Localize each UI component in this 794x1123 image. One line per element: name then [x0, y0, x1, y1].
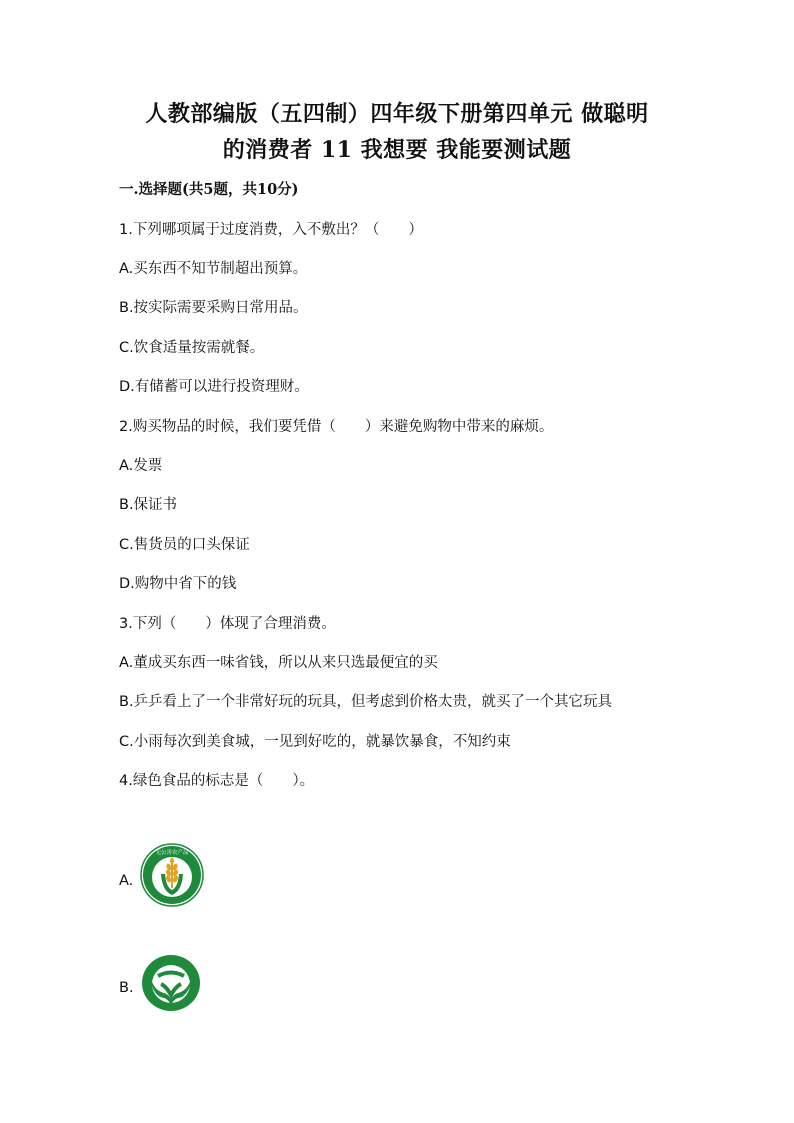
question-2-option-b[interactable]: B.保证书 [119, 497, 178, 513]
question-2-option-a[interactable]: A.发票 [119, 458, 163, 474]
question-1-option-d[interactable]: D.有储蓄可以进行投资理财。 [119, 379, 309, 395]
question-1-option-a[interactable]: A.买东西不知节制超出预算。 [119, 261, 308, 277]
green-food-logo-icon [140, 953, 202, 1013]
question-2-stem: 2.购买物品的时候，我们要凭借（ ）来避免购物中带来的麻烦。 [119, 419, 554, 435]
question-4-option-a[interactable]: A. [119, 873, 134, 889]
pollution-free-produce-logo-icon [140, 843, 204, 907]
section-heading: 一.选择题(共5题，共10分) [119, 181, 299, 198]
question-1-stem: 1.下列哪项属于过度消费，入不敷出？（ ） [119, 222, 423, 238]
question-1-option-b[interactable]: B.按实际需要采购日常用品。 [119, 300, 308, 316]
question-3-option-a[interactable]: A.董成买东西一味省钱，所以从来只选最便宜的买 [119, 655, 438, 671]
title-line-2: 的消费者 11 我想要 我能要测试题 [222, 137, 572, 163]
question-4-stem: 4.绿色食品的标志是（ ）。 [119, 773, 315, 789]
question-3-option-b[interactable]: B.乒乒看上了一个非常好玩的玩具，但考虑到价格太贵，就买了一个其它玩具 [119, 694, 613, 710]
question-1-option-c[interactable]: C.饮食适量按需就餐。 [119, 340, 265, 356]
question-3-stem: 3.下列（ ）体现了合理消费。 [119, 616, 336, 632]
question-2-option-c[interactable]: C.售货员的口头保证 [119, 537, 250, 553]
document-title [0, 96, 794, 168]
logo-a-text: 无公害农产品 [155, 850, 189, 856]
question-2-option-d[interactable]: D.购物中省下的钱 [119, 576, 237, 592]
question-4-option-b[interactable]: B. [119, 980, 134, 996]
title-line-1: 人教部编版（五四制）四年级下册第四单元 做聪明 [145, 101, 649, 127]
question-3-option-c[interactable]: C.小雨每次到美食城，一见到好吃的，就暴饮暴食，不知约束 [119, 734, 511, 750]
